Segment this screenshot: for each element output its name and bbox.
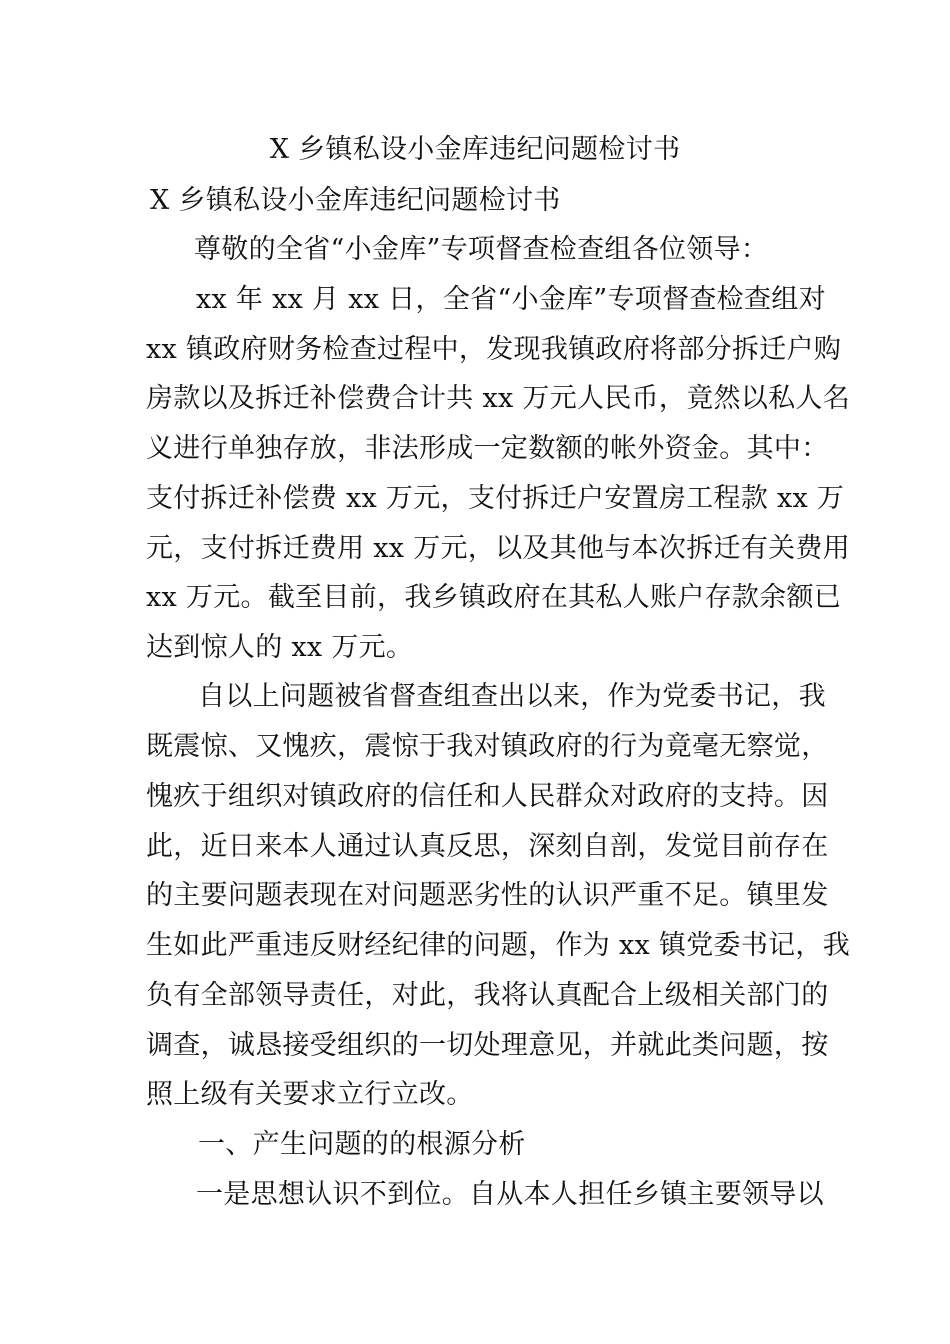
- paragraph-line: 义进行单独存放，非法形成一定数额的帐外资金。其中：: [146, 433, 829, 464]
- paragraph-line: 一是思想认识不到位。自从本人担任乡镇主要领导以: [196, 1179, 824, 1210]
- paragraph-line: 的主要问题表现在对问题恶劣性的认识严重不足。镇里发: [146, 880, 829, 911]
- paragraph-line: 负有全部领导责任，对此，我将认真配合上级相关部门的: [146, 980, 829, 1011]
- paragraph-line: 照上级有关要求立行立改。: [146, 1079, 474, 1110]
- paragraph-line: xx 镇政府财务检查过程中，发现我镇政府将部分拆迁户购: [146, 334, 842, 365]
- paragraph-line: 达到惊人的 xx 万元。: [146, 632, 414, 663]
- salutation: 尊敬的全省“小金库”专项督查检查组各位领导：: [194, 234, 769, 265]
- paragraph-line: 自以上问题被省督查组查出以来，作为党委书记，我: [198, 681, 826, 712]
- paragraph-line: 此，近日来本人通过认真反思，深刻自剖，发觉目前存在: [146, 831, 829, 862]
- document-title: X 乡镇私设小金库违纪问题检讨书: [269, 134, 681, 165]
- paragraph-line: 愧疚于组织对镇政府的信任和人民群众对政府的支持。因: [146, 781, 829, 812]
- paragraph-line: 生如此严重违反财经纪律的问题，作为 xx 镇党委书记，我: [146, 930, 851, 961]
- paragraph-line: xx 万元。截至目前，我乡镇政府在其私人账户存款余额已: [146, 582, 842, 613]
- paragraph-line: xx 年 xx 月 xx 日，全省“小金库”专项督查检查组对: [196, 284, 826, 315]
- paragraph-line: 调查，诚恳接受组织的一切处理意见，并就此类问题，按: [146, 1030, 829, 1061]
- section-heading: 一、产生问题的的根源分析: [198, 1129, 526, 1160]
- paragraph-line: 房款以及拆迁补偿费合计共 xx 万元人民币，竟然以私人名: [146, 383, 851, 414]
- paragraph-line: 支付拆迁补偿费 xx 万元，支付拆迁户安置房工程款 xx 万: [146, 483, 845, 514]
- paragraph-line: 既震惊、又愧疚，震惊于我对镇政府的行为竟毫无察觉，: [146, 731, 829, 762]
- paragraph-line: 元，支付拆迁费用 xx 万元，以及其他与本次拆迁有关费用: [146, 533, 851, 564]
- document-subtitle: X 乡镇私设小金库违纪问题检讨书: [150, 185, 561, 216]
